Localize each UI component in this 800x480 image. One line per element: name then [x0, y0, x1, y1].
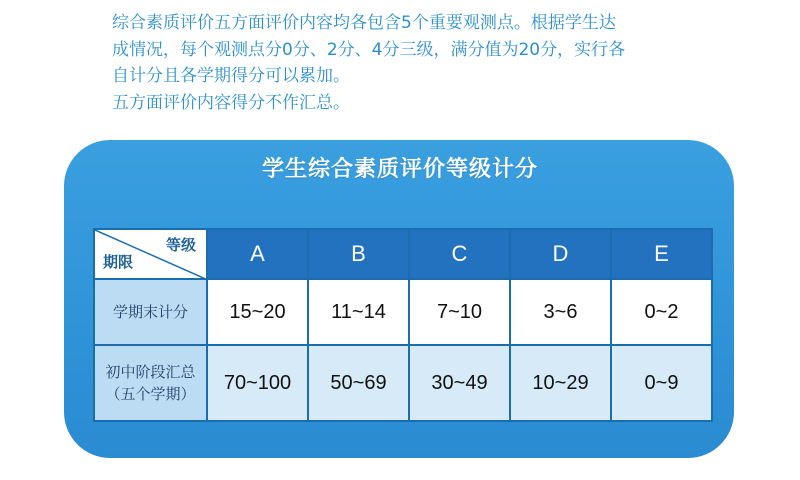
intro-line: 综合素质评价五方面评价内容均各包含5个重要观测点。根据学生达: [112, 13, 616, 33]
row-label: [94, 279, 207, 345]
table-row: [94, 279, 712, 345]
score-cell: 50~69: [308, 345, 409, 421]
table-row: [94, 345, 712, 421]
score-cell: 3~6: [510, 279, 611, 345]
grading-table: [93, 228, 713, 422]
score-cell: 15~20: [207, 279, 308, 345]
header-row: [94, 229, 712, 279]
intro-paragraph: [112, 10, 712, 116]
corner-label-level: 等级: [165, 236, 196, 254]
row-label-subtext: （五个学期）: [105, 385, 196, 403]
score-cell: 0~9: [611, 345, 712, 421]
table-title: 学生综合素质评价等级计分: [261, 157, 538, 182]
row-label-text: 学期末计分: [112, 303, 188, 321]
score-cell: 7~10: [409, 279, 510, 345]
score-cell: 0~2: [611, 279, 712, 345]
score-cell: 10~29: [510, 345, 611, 421]
corner-label-period: 期限: [103, 253, 134, 271]
row-label-text: 初中阶段汇总: [105, 363, 196, 381]
level-header: E: [611, 229, 712, 279]
level-header: D: [510, 229, 611, 279]
intro-line: 自计分且各学期得分可以累加。: [112, 66, 350, 86]
level-header: B: [308, 229, 409, 279]
score-cell: 30~49: [409, 345, 510, 421]
intro-line: 成情况，每个观测点分0分、2分、4分三级，满分值为20分，实行各: [112, 39, 626, 60]
corner-cell: [94, 229, 207, 279]
score-cell: 70~100: [207, 345, 308, 421]
row-label: [94, 345, 207, 421]
intro-line: 五方面评价内容得分不作汇总。: [112, 92, 350, 113]
level-header: A: [207, 229, 308, 279]
score-cell: 11~14: [308, 279, 409, 345]
level-header: C: [409, 229, 510, 279]
